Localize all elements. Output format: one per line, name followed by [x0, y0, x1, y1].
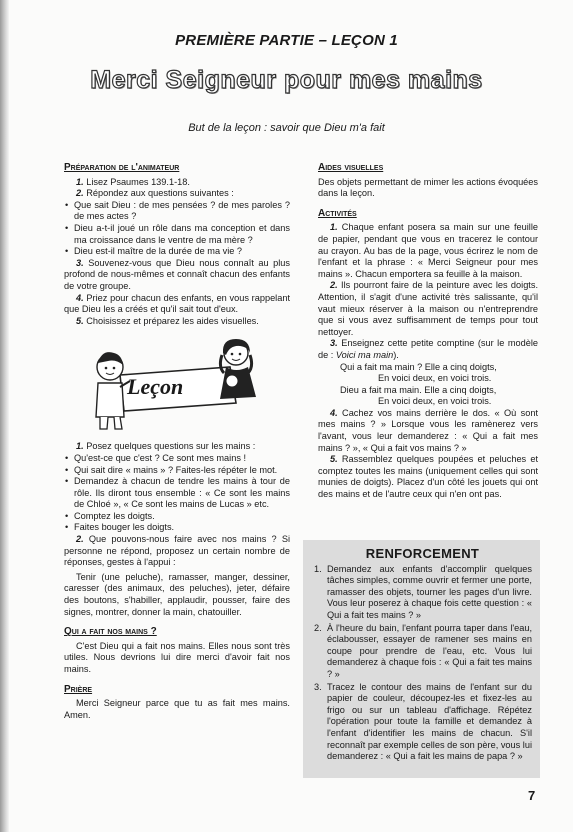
aides-text: Des objets permettant de mimer les actions évoquées dans la leçon. [318, 176, 538, 199]
lesson-step-2-actions: Tenir (une peluche), ramasser, manger, dessiner, caresser (des animaux, des peluches), jeter, défaire des boutons, s'habiller, applaudir, pousser, faire des signes, montrer, donner la main, chatouiller. [64, 571, 290, 617]
prep-step-1: 1. Lisez Psaumes 139.1-18. [76, 176, 190, 187]
prep-questions [64, 200, 290, 258]
list-item: 3. Tracez le contour des mains de l'enfant sur du papier de couleur, découpez-les et fixez-les au frigo ou sur un tableau d'affichage. Répétez l'opération pour toute la famille et demandez à l'enfant d'identifier les mains de chacun. S'il reconnaît par exemple celles de son père, vous lui demanderez : « Qui a fait les mains de papa ? » [313, 682, 532, 763]
renforcement-box [303, 540, 540, 778]
prep-heading: Préparation de l'animateur [64, 162, 180, 173]
list-item: • Qui sait dire « mains » ? Faites-les répéter le mot. [64, 465, 290, 477]
list-item: • Qu'est-ce que c'est ? Ce sont mes mains ! [64, 453, 290, 465]
activity-3: 3. Enseignez cette petite comptine (sur le modèle de : Voici ma main). [318, 338, 538, 360]
list-item: • Comptez les doigts. [64, 511, 290, 523]
activity-5: 5. Rassemblez quelques poupées et peluches et comptez toutes les mains (uniquement celles qui sont munies de doigts). Placez d'un côté les jouets qui ont des mains et de l'autre ceux qui n'en ont pas. [318, 454, 538, 500]
prep-step-5: 5. Choisissez et préparez les aides visuelles. [76, 315, 259, 326]
right-column [318, 162, 538, 501]
list-item: • Faites bouger les doigts. [64, 522, 290, 534]
activity-4: 4. Cachez vos mains derrière le dos. « Où sont mes mains ? » Lorsque vous les ramènerez vers l'avant, vous leur demanderez : « Qui a fait mes mains ? », « Qui a fait vos mains ? » [318, 407, 538, 453]
left-column [64, 162, 290, 721]
qui-heading: Qui a fait nos mains ? [64, 626, 157, 638]
list-item: 1. Demandez aux enfants d'accomplir quelques tâches simples, comme ouvrir et fermer une porte, ramasser des objets, tourner les pages d'un livre. Vous leur poserez à chaque fois cette question : « Qui a fait tes mains ? » [313, 564, 532, 622]
lesson-title: Merci Seigneur pour mes mains [90, 66, 483, 94]
renforcement-list [313, 564, 532, 763]
activites-heading: Activités [318, 207, 357, 219]
prep-step-4: 4. Priez pour chacun des enfants, en vous rappelant que Dieu les a créés et qu'il sait tout d'eux. [64, 292, 290, 315]
priere-text: Merci Seigneur parce que tu as fait mes mains. Amen. [64, 698, 290, 720]
qui-text: C'est Dieu qui a fait nos mains. Elles nous sont très utiles. Nous devrions lui dire merci d'avoir fait nos mains. [64, 640, 290, 674]
lesson-step-2: 2. Que pouvons-nous faire avec nos mains ? Si personne ne répond, proposez un certain nombre de réponses, gestes à l'appui : [64, 534, 290, 568]
list-item: • Que sait Dieu : de mes pensées ? de mes paroles ? de mes actes ? [64, 200, 290, 223]
activity-2: 2. Ils pourront faire de la peinture avec les doigts. Attention, il s'agit d'une activité très salissante, qu'il vaut mieux réserver à la maison ou n'entreprendre que si vous avez suffisamment de temps pour tout nettoyer. [318, 280, 538, 337]
part-header: PREMIÈRE PARTIE – LEÇON 1 [175, 32, 398, 49]
renforcement-title: RENFORCEMENT [365, 546, 480, 561]
lesson-questions [64, 453, 290, 534]
priere-heading: Prière [64, 683, 93, 695]
list-item: 2. À l'heure du bain, l'enfant pourra taper dans l'eau, éclabousser, essayer de ramener ses mains en coupe pour prendre de l'eau, etc. Vous lui demanderez à chaque fois : « Qui a fait tes mains ? » [313, 623, 532, 681]
activity-1: 1. Chaque enfant posera sa main sur une feuille de papier, pendant que vous en tracerez le contour au crayon. Au bas de la page, vous écrirez le nom de l'enfant et la phrase : « Merci Seigneur pour mes mains ». Chacun emportera sa feuille à la maison. [318, 222, 538, 279]
prep-step-2: 2. Répondez aux questions suivantes : [76, 188, 234, 199]
lecon-illustration [64, 337, 290, 433]
comptine: Qui a fait ma main ? Elle a cinq doigts, En voici deux, en voici trois. Dieu a fait ma main. Elle a cinq doigts, En voici deux, en voici trois. [340, 361, 497, 407]
lecon-sign-label: Leçon [127, 374, 184, 400]
list-item: • Dieu est-il maître de la durée de ma vie ? [64, 246, 290, 258]
list-item: • Dieu a-t-il joué un rôle dans ma conception et dans ma croissance dans le ventre de ma mère ? [64, 223, 290, 246]
page-number: 7 [528, 788, 536, 803]
list-item: • Demandez à chacun de tendre les mains à tour de rôle. Ils diront tous ensemble : « Ce sont les mains de Chloé », « Ce sont les mains de Lucas » etc. [64, 476, 290, 511]
lesson-goal: But de la leçon : savoir que Dieu m'a fait [188, 122, 385, 134]
lesson-step-1: 1. Posez quelques questions sur les mains : [76, 441, 256, 452]
aides-heading: Aides visuelles [318, 162, 384, 173]
prep-step-3: 3. Souvenez-vous que Dieu nous connaît au plus profond de nous-mêmes et connaît chacun des enfants de votre groupe. [64, 257, 290, 291]
